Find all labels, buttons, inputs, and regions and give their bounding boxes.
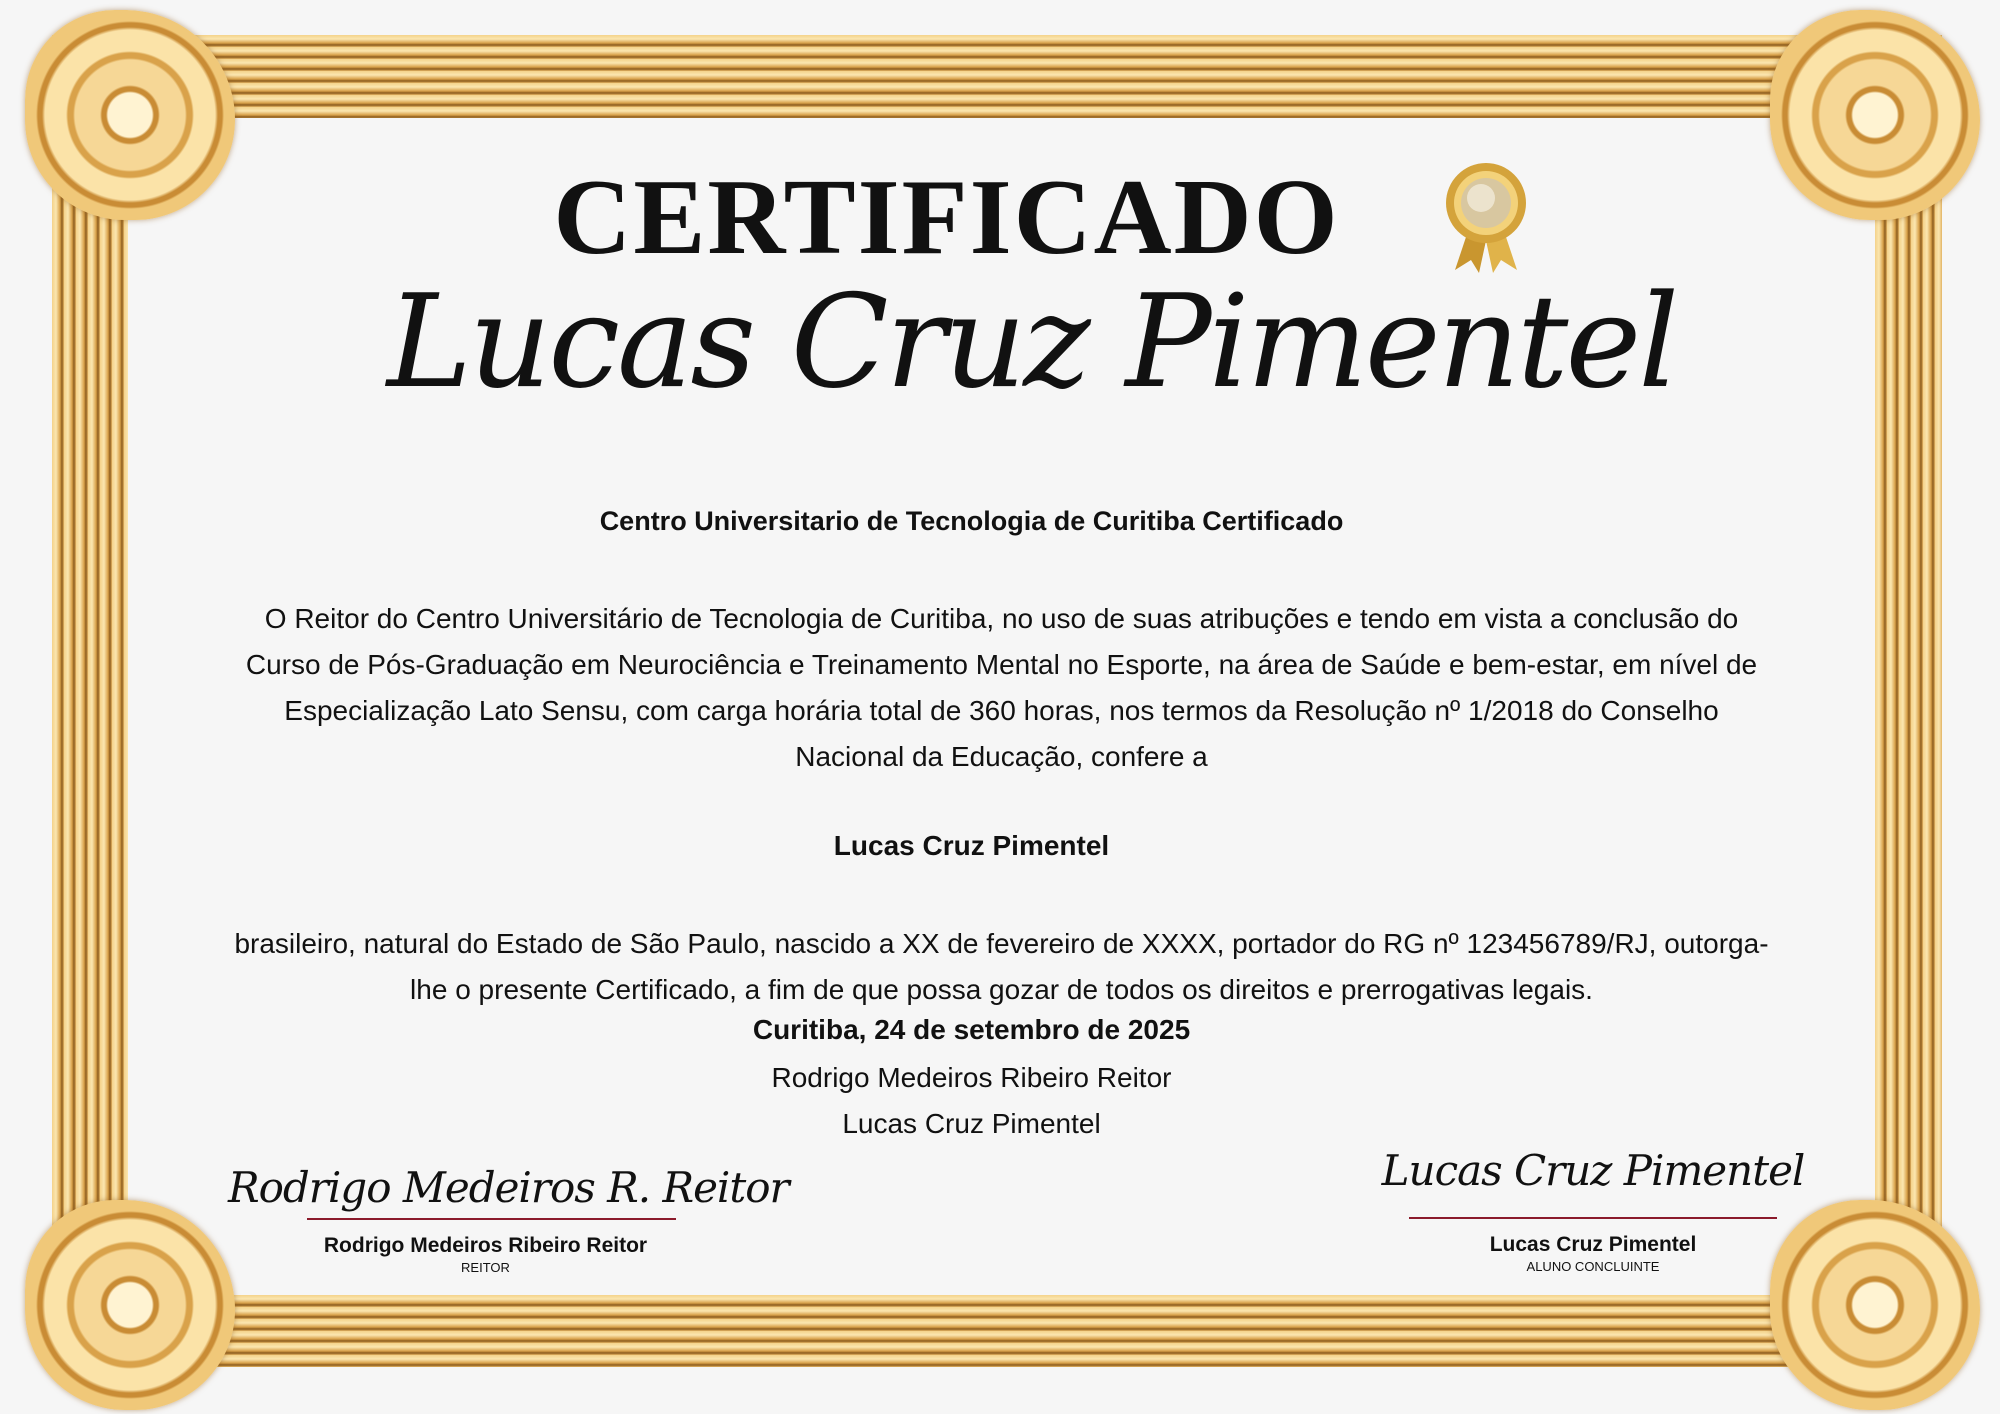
paragraph-line: lhe o presente Certificado, a fim de que possa gozar de todos os direitos e prerrogativas legais. xyxy=(410,974,1593,1005)
frame-top xyxy=(52,35,1942,118)
paragraph-line: Especialização Lato Sensu, com carga horária total de 360 horas, nos termos da Resolução nº 1/2018 do Conselho xyxy=(284,695,1719,726)
signer-name: Lucas Cruz Pimentel xyxy=(1489,1233,1697,1256)
frame-corner-ornament-icon xyxy=(1770,10,1980,220)
signature-block-rector xyxy=(228,1163,789,1275)
signer-role: REITOR xyxy=(461,1260,510,1275)
student-name: Lucas Cruz Pimentel xyxy=(833,830,1110,861)
recipient-name-script: Lucas Cruz Pimentel xyxy=(386,268,1677,417)
paragraph-line: Nacional da Educação, confere a xyxy=(795,741,1208,772)
certificate-title: CERTIFICADO xyxy=(553,158,1340,277)
paragraph-line: O Reitor do Centro Universitário de Tecnologia de Curitiba, no uso de suas atribuções e tendo em vista a conclusão do xyxy=(264,603,1739,634)
signer-name: Rodrigo Medeiros Ribeiro Reitor xyxy=(323,1234,648,1257)
signature-script: Rodrigo Medeiros R. Reitor xyxy=(228,1163,789,1212)
signature-line xyxy=(307,1218,676,1220)
frame-right xyxy=(1875,35,1942,1367)
place-date: Curitiba, 24 de setembro de 2025 xyxy=(752,1014,1191,1045)
signature-script: Lucas Cruz Pimentel xyxy=(1381,1146,1805,1195)
conferral-paragraph xyxy=(128,596,1875,780)
frame-corner-ornament-icon xyxy=(1770,1200,1980,1410)
paragraph-line: brasileiro, natural do Estado de São Paulo, nascido a XX de fevereiro de XXXX, portador do RG nº 123456789/RJ, outorga- xyxy=(234,928,1769,959)
institution-heading: Centro Universitario de Tecnologia de Curitiba Certificado xyxy=(599,506,1344,536)
details-paragraph xyxy=(128,921,1875,1013)
certificate-body xyxy=(128,118,1875,1295)
frame-bottom xyxy=(52,1295,1942,1367)
paragraph-line: Curso de Pós-Graduação em Neurociência e Treinamento Mental no Esporte, na área de Saúde e bem-estar, em nível de xyxy=(245,649,1758,680)
signature-block-student xyxy=(1353,1146,1833,1274)
signature-line xyxy=(1409,1217,1777,1219)
gold-seal-icon xyxy=(1441,158,1531,273)
rector-text: Rodrigo Medeiros Ribeiro Reitor xyxy=(771,1062,1172,1093)
signer-role: ALUNO CONCLUINTE xyxy=(1526,1259,1660,1274)
student-text: Lucas Cruz Pimentel xyxy=(842,1108,1101,1139)
